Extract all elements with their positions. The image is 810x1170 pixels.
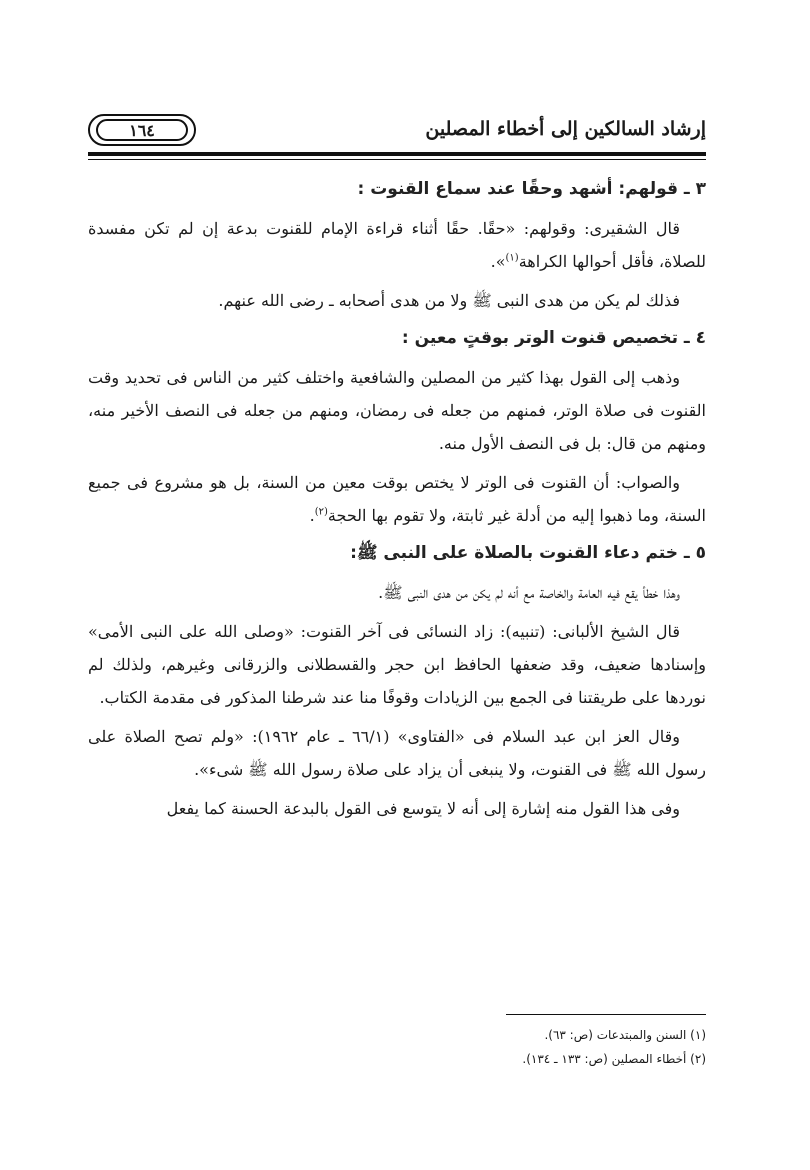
page-header	[88, 110, 706, 154]
paragraph-text: قال الشقيرى: وقولهم: «حقًا. حقًا أثناء قراءة الإمام للقنوت بدعة إن لم تكن مفسدة للصلاة، فأقل أحوالها الكراهة	[88, 219, 706, 271]
running-title: إرشاد السالكين إلى أخطاء المصلين	[425, 118, 706, 140]
header-rule-thick	[88, 152, 706, 156]
footnote-rule	[506, 1014, 706, 1015]
page-number: ١٦٤	[96, 119, 188, 141]
paragraph-text: وهذا خطأ يقع فيه العامة والخاصة مع أنه لم يكن من هدى النبى ﷺ.	[378, 583, 680, 602]
paragraph	[88, 720, 706, 786]
paragraph-end: ».	[490, 252, 506, 271]
section-heading: ٣ ـ قولهم: أشهد وحقًا عند سماع القنوت :	[357, 179, 706, 199]
footnote-marker: (٢)	[314, 506, 328, 518]
paragraph-end: .	[309, 506, 315, 525]
header-rule-thin	[88, 159, 706, 160]
section-heading: ٤ ـ تخصيص قنوت الوتر بوقتٍ معين :	[401, 328, 706, 348]
paragraph	[88, 212, 706, 278]
section-heading: ٥ ـ ختم دعاء القنوت بالصلاة على النبى ﷺ:	[350, 543, 706, 563]
footnotes	[88, 1014, 706, 1071]
paragraph-text: وفى هذا القول منه إشارة إلى أنه لا يتوسع فى القول بالبدعة الحسنة كما يفعل	[166, 799, 680, 818]
paragraph	[88, 615, 706, 714]
page-body	[88, 174, 706, 831]
paragraph-text: والصواب: أن القنوت فى الوتر لا يختص بوقت معين من السنة، بل هو مشروع فى جميع السنة، وما ذهبوا إليه من أدلة غير ثابتة، ولا تقوم بها الحجة	[88, 473, 706, 525]
paragraph	[88, 792, 706, 825]
book-page	[88, 110, 706, 1090]
footnote-marker: (١)	[505, 252, 519, 264]
paragraph	[88, 576, 706, 609]
paragraph	[88, 284, 706, 317]
paragraph-text: وقال العز ابن عبد السلام فى «الفتاوى» (٦٦/١ ـ عام ١٩٦٢): «ولم تصح الصلاة على رسول الله ﷺ فى القنوت، ولا ينبغى أن يزاد على صلاة رسول الله ﷺ شىء».	[88, 727, 706, 779]
paragraph-text: قال الشيخ الألبانى: (تنبيه): زاد النسائى فى آخر القنوت: «وصلى الله على النبى الأمى» وإسنادها ضعيف، وقد ضعفها الحافظ ابن حجر والقسطلانى والزرقانى وغيرهم، ولذلك لم نوردها على طريقتنا فى الجمع بين الزيادات وقوفًا منا عند شرطنا المذكور فى مقدمة الكتاب.	[88, 622, 706, 707]
footnote: (٢) أخطاء المصلين (ص: ١٣٣ ـ ١٣٤).	[522, 1052, 706, 1066]
paragraph	[88, 466, 706, 532]
footnote: (١) السنن والمبتدعات (ص: ٦٣).	[544, 1028, 706, 1042]
paragraph	[88, 361, 706, 460]
paragraph-text: وذهب إلى القول بهذا كثير من المصلين والشافعية واختلف كثير من الناس فى تحديد وقت القنوت فى صلاة الوتر، فمنهم من جعله فى رمضان، ومنهم من جعله فى النصف الأخير منه، ومنهم من قال: بل فى النصف الأول منه.	[88, 368, 707, 453]
paragraph-text: فذلك لم يكن من هدى النبى ﷺ ولا من هدى أصحابه ـ رضى الله عنهم.	[218, 291, 680, 310]
page-number-frame	[88, 114, 196, 146]
